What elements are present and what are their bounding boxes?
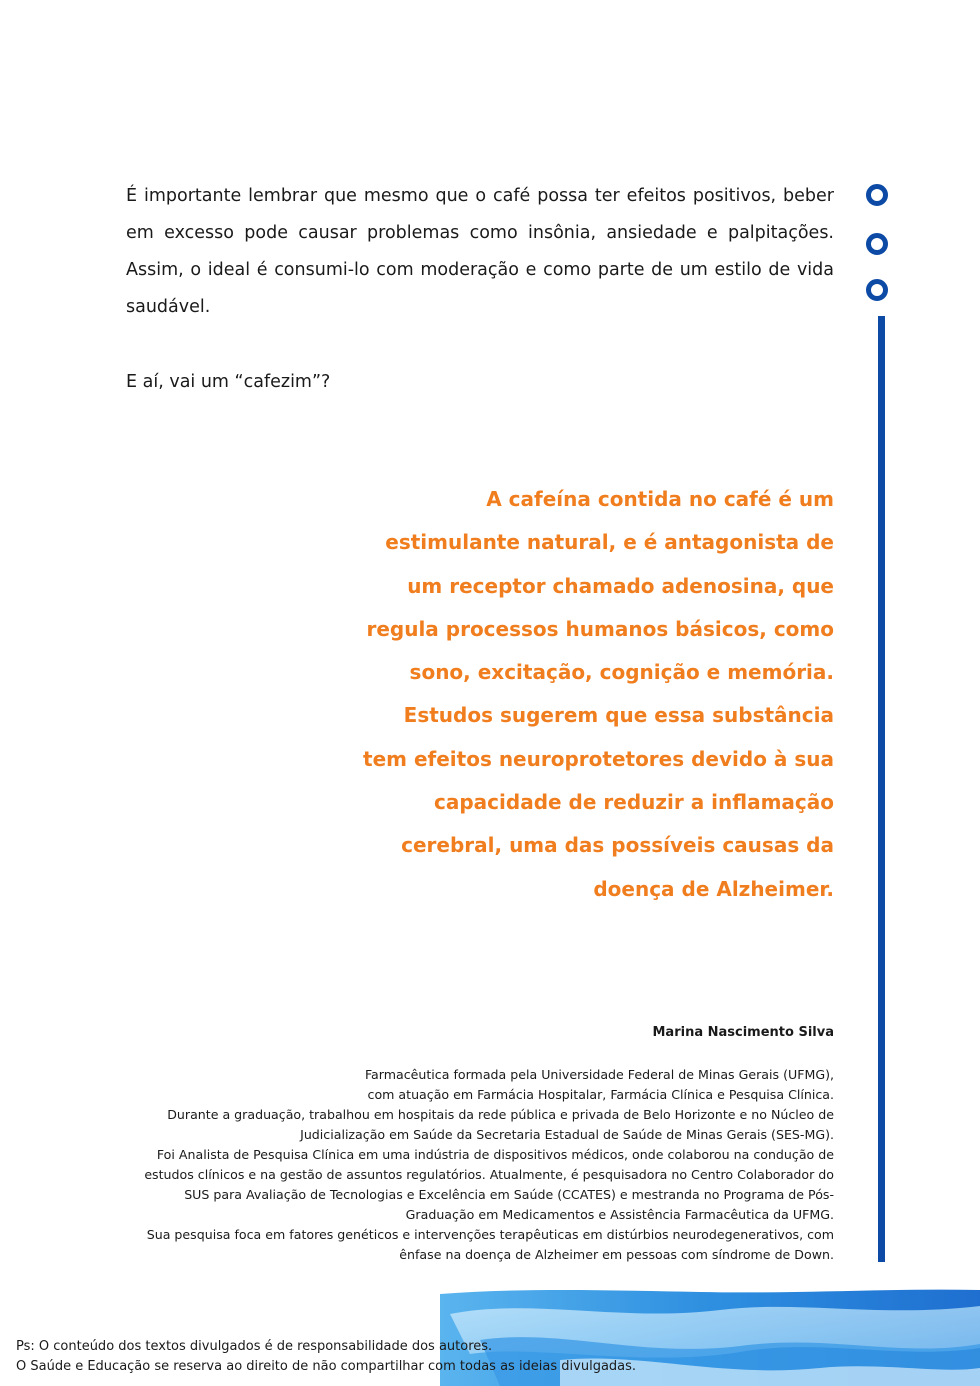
author-bio-line: com atuação em Farmácia Hospitalar, Farmácia Clínica e Pesquisa Clínica. bbox=[367, 1087, 834, 1102]
closing-question: E aí, vai um “cafezim”? bbox=[126, 372, 331, 392]
author-bio-line: Graduação em Medicamentos e Assistência Farmacêutica da UFMG. bbox=[405, 1207, 834, 1222]
author-bio-line: SUS para Avaliação de Tecnologias e Excelência em Saúde (CCATES) e mestranda no Programa de Pós- bbox=[184, 1187, 834, 1202]
author-bio-line: Durante a graduação, trabalhou em hospitais da rede pública e privada de Belo Horizonte e no Núcleo de bbox=[167, 1107, 834, 1122]
footer-disclaimer-line: O Saúde e Educação se reserva ao direito de não compartilhar com todas as ideias divulgadas. bbox=[16, 1359, 637, 1374]
footer-disclaimer-line: Ps: O conteúdo dos textos divulgados é de responsabilidade dos autores. bbox=[16, 1339, 493, 1354]
author-bio bbox=[114, 1065, 834, 1265]
footer-disclaimer bbox=[16, 1337, 636, 1377]
author-bio-line: Farmacêutica formada pela Universidade Federal de Minas Gerais (UFMG), bbox=[364, 1067, 834, 1082]
author-bio-line: Foi Analista de Pesquisa Clínica em uma indústria de dispositivos médicos, onde colaborou na condução de bbox=[156, 1147, 834, 1162]
author-bio-line: estudos clínicos e na gestão de assuntos regulatórios. Atualmente, é pesquisadora no Centro Colaborador do bbox=[144, 1167, 834, 1182]
highlight-quote: A cafeína contida no café é um estimulante natural, e é antagonista de um receptor chamado adenosina, que regula processos humanos básicos, como sono, excitação, cognição e memória. Estudos sugerem que essa substância tem efeitos neuroprotetores devido à sua capacidade de reduzir a inflamação cerebral, uma das possíveis causas da doença de Alzheimer. bbox=[363, 487, 834, 901]
author-name: Marina Nascimento Silva bbox=[652, 1025, 834, 1040]
circle-ring-icon bbox=[866, 233, 888, 255]
author-bio-line: ênfase na doença de Alzheimer em pessoas com síndrome de Down. bbox=[399, 1247, 834, 1262]
vertical-accent-line bbox=[878, 316, 885, 1262]
intro-paragraph: É importante lembrar que mesmo que o café possa ter efeitos positivos, beber em excesso pode causar problemas como insônia, ansiedade e palpitações. Assim, o ideal é consumi-lo com moderação e como parte de um estilo de vida saudável. bbox=[126, 186, 834, 317]
circle-ring-icon bbox=[866, 279, 888, 301]
author-bio-line: Judicialização em Saúde da Secretaria Estadual de Saúde de Minas Gerais (SES-MG). bbox=[300, 1127, 834, 1142]
author-bio-line: Sua pesquisa foca em fatores genéticos e intervenções terapêuticas em distúrbios neurodegenerativos, com bbox=[146, 1227, 834, 1242]
circle-ring-icon bbox=[866, 184, 888, 206]
